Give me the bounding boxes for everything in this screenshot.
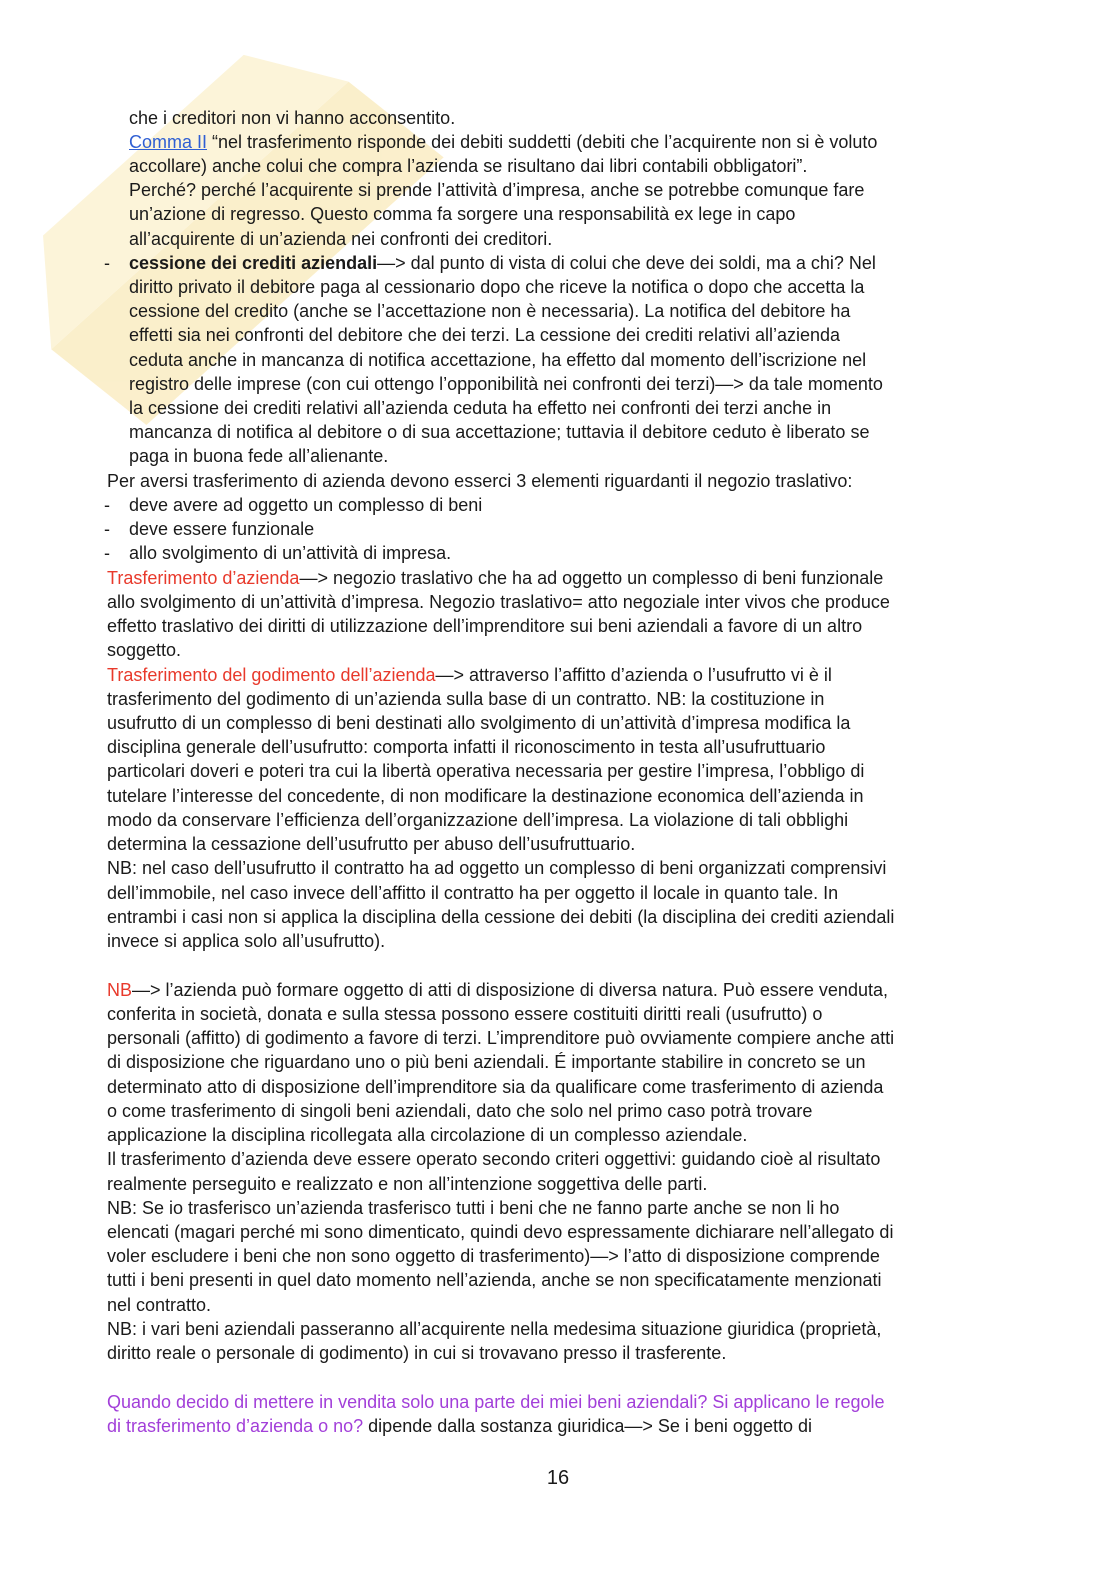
text-segment: personali (affitto) di godimento a favore di terzi. L’imprenditore può ovviamente compiere anche atti bbox=[107, 1028, 895, 1048]
text-line bbox=[129, 420, 869, 444]
text-segment: NB: Se io trasferisco un’azienda trasferisco tutti i beni che ne fanno parte anche se non li ho bbox=[107, 1198, 840, 1218]
highlighted-term: Trasferimento del godimento dell’azienda bbox=[107, 665, 436, 685]
text-line bbox=[107, 590, 890, 614]
text-line bbox=[107, 663, 832, 687]
text-segment: che i creditori non vi hanno acconsentito. bbox=[129, 108, 456, 128]
text-line bbox=[129, 541, 451, 565]
text-line bbox=[107, 808, 848, 832]
text-segment: invece si applica solo all’usufrutto). bbox=[107, 931, 386, 951]
text-segment: trasferimento del godimento di un’azienda sulla base di un contratto. NB: la costituzione in bbox=[107, 689, 825, 709]
text-line bbox=[107, 1244, 880, 1268]
text-segment: nel contratto. bbox=[107, 1295, 212, 1315]
text-line bbox=[107, 1050, 865, 1074]
text-line bbox=[107, 469, 852, 493]
text-line bbox=[107, 1099, 812, 1123]
bullet-dash: - bbox=[104, 495, 110, 515]
text-segment: realmente perseguito e realizzato e non all’intenzione soggettiva delle parti. bbox=[107, 1174, 708, 1194]
text-segment: determinato atto di disposizione dell’imprenditore sia da qualificare come trasferimento di azienda bbox=[107, 1077, 884, 1097]
text-segment: effetto traslativo dei diritti di utilizzazione dell’imprenditore sui beni aziendali a favore di un altro bbox=[107, 616, 863, 636]
text-line bbox=[107, 856, 886, 880]
text-line bbox=[129, 372, 883, 396]
text-line bbox=[107, 1268, 881, 1292]
text-segment: —> dal punto di vista di colui che deve dei soldi, ma a chi? Nel bbox=[377, 253, 876, 273]
bullet-dash: - bbox=[104, 519, 110, 539]
text-line bbox=[129, 444, 388, 468]
text-segment: disciplina generale dell’usufrutto: comporta infatti il riconoscimento in testa all’usufruttuario bbox=[107, 737, 826, 757]
text-segment: Per aversi trasferimento di azienda devono esserci 3 elementi riguardanti il negozio traslativo: bbox=[107, 471, 853, 491]
bullet-dash: - bbox=[104, 253, 110, 273]
text-segment: di disposizione che riguardano uno o più beni aziendali. É importante stabilire in concreto se un bbox=[107, 1052, 866, 1072]
text-line bbox=[107, 832, 635, 856]
text-line bbox=[107, 687, 824, 711]
text-line bbox=[129, 202, 795, 226]
text-line bbox=[129, 348, 866, 372]
bullet-dash: - bbox=[104, 543, 110, 563]
text-segment: allo svolgimento di un’attività d’impresa. Negozio traslativo= atto negoziale inter vivos che produce bbox=[107, 592, 890, 612]
text-line bbox=[107, 711, 850, 735]
text-line bbox=[129, 517, 314, 541]
text-line bbox=[107, 978, 888, 1002]
text-segment: “nel trasferimento risponde dei debiti suddetti (debiti che l’acquirente non si è voluto bbox=[207, 132, 878, 152]
text-line bbox=[107, 1414, 812, 1438]
text-line bbox=[107, 735, 825, 759]
text-segment: Il trasferimento d’azienda deve essere operato secondo criteri oggettivi: guidando cioè al risultato bbox=[107, 1149, 881, 1169]
highlighted-term: Trasferimento d’azienda bbox=[107, 568, 300, 588]
text-line bbox=[107, 1026, 894, 1050]
text-segment: accollare) anche colui che compra l’azienda se risultano dai libri contabili obbligatori”. bbox=[129, 156, 808, 176]
question-text: Quando decido di mettere in vendita solo una parte dei miei beni aziendali? Si applicano le regole bbox=[107, 1392, 885, 1412]
text-segment: o come trasferimento di singoli beni aziendali, dato che solo nel primo caso potrà trovare bbox=[107, 1101, 813, 1121]
text-segment: —> negozio traslativo che ha ad oggetto un complesso di beni funzionale bbox=[299, 568, 884, 588]
text-segment: voler escludere i beni che non sono oggetto di trasferimento)—> l’atto di disposizione comprende bbox=[107, 1246, 880, 1266]
text-segment: la cessione dei crediti relativi all’azienda ceduta ha effetto nei confronti dei terzi anche in bbox=[129, 398, 832, 418]
page-number: 16 bbox=[546, 1467, 570, 1489]
text-line bbox=[129, 130, 877, 154]
text-segment: Perché? perché l’acquirente si prende l’attività d’impresa, anche se potrebbe comunque fare bbox=[129, 180, 865, 200]
text-line bbox=[107, 1123, 747, 1147]
text-line bbox=[107, 638, 181, 662]
text-segment: NB: i vari beni aziendali passeranno all’acquirente nella medesima situazione giuridica (proprietà, bbox=[107, 1319, 882, 1339]
text-segment: effetti sia nei confronti del debitore che dei terzi. La cessione dei crediti relativi all’azienda bbox=[129, 325, 841, 345]
text-line bbox=[129, 493, 482, 517]
text-line bbox=[129, 154, 807, 178]
text-line bbox=[129, 299, 850, 323]
bold-term: cessione dei crediti aziendali bbox=[129, 253, 378, 273]
text-line bbox=[107, 759, 864, 783]
text-line bbox=[107, 1341, 726, 1365]
text-line bbox=[129, 323, 840, 347]
text-segment: un’azione di regresso. Questo comma fa sorgere una responsabilità ex lege in capo bbox=[129, 204, 796, 224]
text-segment: mancanza di notifica al debitore o di sua accettazione; tuttavia il debitore ceduto è liberato se bbox=[129, 422, 870, 442]
text-line bbox=[129, 275, 864, 299]
text-segment: dell’immobile, nel caso invece dell’affitto il contratto ha per oggetto il locale in quanto tale. In bbox=[107, 883, 839, 903]
text-line bbox=[107, 1075, 883, 1099]
text-segment: applicazione la disciplina ricollegata alla circolazione di un complesso aziendale. bbox=[107, 1125, 748, 1145]
text-segment: paga in buona fede all’alienante. bbox=[129, 446, 389, 466]
text-segment: allo svolgimento di un’attività di impresa. bbox=[129, 543, 452, 563]
text-segment: entrambi i casi non si applica la disciplina della cessione dei debiti (la disciplina dei crediti aziendali bbox=[107, 907, 895, 927]
text-segment: registro delle imprese (con cui ottengo l’opponibilità nei confronti dei terzi)—> da tale momento bbox=[129, 374, 883, 394]
text-line bbox=[129, 251, 876, 275]
comma-link[interactable]: Comma II bbox=[129, 132, 208, 152]
text-segment: determina la cessazione dell’usufrutto per abuso dell’usufruttuario. bbox=[107, 834, 636, 854]
text-line bbox=[129, 227, 552, 251]
text-segment: —> attraverso l’affitto d’azienda o l’usufrutto vi è il bbox=[435, 665, 832, 685]
text-line bbox=[107, 1002, 822, 1026]
text-segment: —> l’azienda può formare oggetto di atti di disposizione di diversa natura. Può essere venduta, bbox=[132, 980, 888, 1000]
highlighted-term: NB bbox=[107, 980, 133, 1000]
text-segment: all’acquirente di un’azienda nei confronti dei creditori. bbox=[129, 229, 553, 249]
text-line bbox=[107, 1293, 211, 1317]
text-segment: deve essere funzionale bbox=[129, 519, 315, 539]
text-segment: cessione del credito (anche se l’accettazione non è necessaria). La notifica del debitore ha bbox=[129, 301, 851, 321]
text-segment: soggetto. bbox=[107, 640, 182, 660]
text-segment: elencati (magari perché mi sono dimenticato, quindi devo espressamente dichiarare nell’allegato di bbox=[107, 1222, 894, 1242]
text-line bbox=[107, 1147, 880, 1171]
text-line bbox=[129, 178, 864, 202]
text-segment: tutti i beni presenti in quel dato momento nell’azienda, anche se non specificatamente menzionati bbox=[107, 1270, 882, 1290]
text-segment: usufrutto di un complesso di beni destinati allo svolgimento di un’attività d’impresa modifica la bbox=[107, 713, 851, 733]
text-segment: NB: nel caso dell’usufrutto il contratto ha ad oggetto un complesso di beni organizzati comprensivi bbox=[107, 858, 887, 878]
text-line bbox=[107, 1220, 893, 1244]
text-line bbox=[107, 881, 838, 905]
text-line bbox=[107, 929, 385, 953]
text-line bbox=[129, 106, 455, 130]
text-line bbox=[129, 396, 831, 420]
text-line bbox=[107, 1196, 839, 1220]
text-segment: modo da conservare l’efficienza dell’organizzazione dell’impresa. La violazione di tali obblighi bbox=[107, 810, 849, 830]
text-segment: diritto privato il debitore paga al cessionario dopo che riceve la notifica o dopo che accetta la bbox=[129, 277, 865, 297]
text-segment: dipende dalla sostanza giuridica—> Se i beni oggetto di bbox=[363, 1416, 812, 1436]
text-segment: diritto reale o personale di godimento) in cui si trovavano presso il trasferente. bbox=[107, 1343, 727, 1363]
text-line bbox=[107, 784, 863, 808]
text-segment: tutelare l’interesse del concedente, di non modificare la destinazione economica dell’azienda in bbox=[107, 786, 864, 806]
text-line bbox=[107, 614, 862, 638]
text-segment: ceduta anche in mancanza di notifica accettazione, ha effetto dal momento dell’iscrizione nel bbox=[129, 350, 867, 370]
text-segment: deve avere ad oggetto un complesso di beni bbox=[129, 495, 483, 515]
text-line bbox=[107, 1317, 881, 1341]
text-segment: particolari doveri e poteri tra cui la libertà operativa necessaria per gestire l’impresa, l’obbligo di bbox=[107, 761, 865, 781]
text-line bbox=[107, 1172, 707, 1196]
text-segment: conferita in società, donata e sulla stessa possono essere costituiti diritti reali (usufrutto) o bbox=[107, 1004, 823, 1024]
text-line bbox=[107, 1390, 885, 1414]
text-line bbox=[107, 905, 894, 929]
question-text: di trasferimento d’azienda o no? bbox=[107, 1416, 364, 1436]
text-line bbox=[107, 566, 883, 590]
